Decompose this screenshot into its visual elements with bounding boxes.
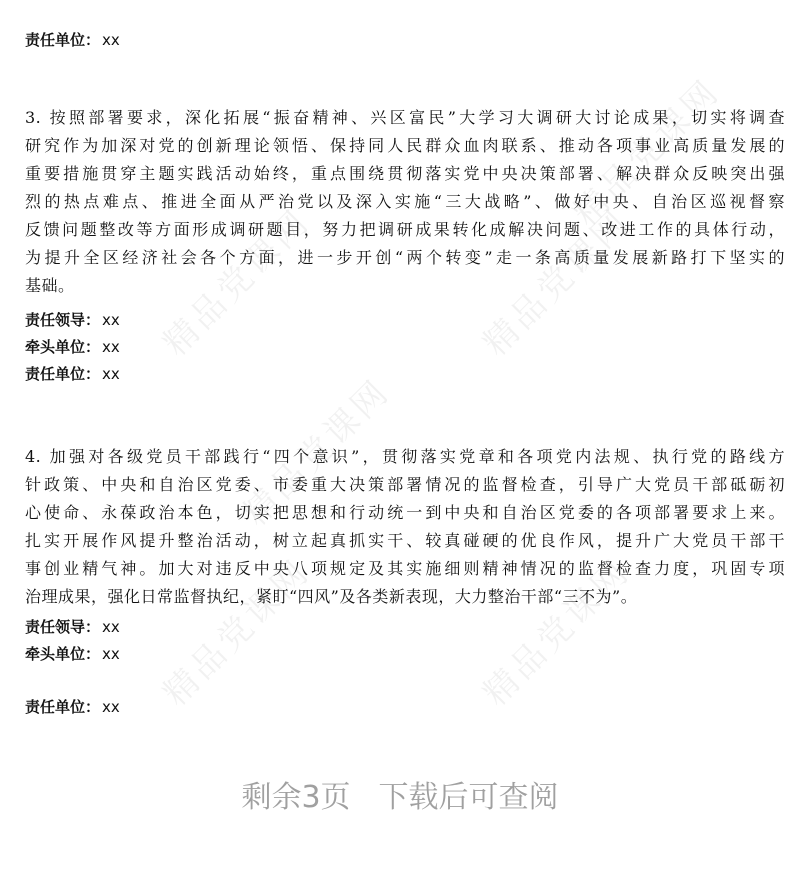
paragraph-line: 3. 按照部署要求，深化拓展“振奋精神、兴区富民”大学习大调研大讨论成果，切实将调查 xyxy=(25,108,785,127)
field-value: xx xyxy=(102,645,120,663)
field-label: 责任单位： xyxy=(25,365,101,383)
paragraph-line: 重要措施贯穿主题实践活动始终，重点围绕贯彻落实党中央决策部署、解决群众反映突出强 xyxy=(25,164,785,183)
field-lead-unit xyxy=(25,337,120,357)
watermark: 精品党课网 xyxy=(235,371,399,534)
paragraph-line: 基础。 xyxy=(25,276,75,295)
download-to-view-link[interactable]: 下载后可查阅 xyxy=(378,780,559,815)
paragraph-line: 针政策、中央和自治区党委、市委重大决策部署情况的监督检查，引导广大党员干部砥砺初 xyxy=(25,475,785,494)
watermark: 精品党课网 xyxy=(155,201,319,364)
field-lead-unit xyxy=(25,644,120,664)
remaining-pages-banner[interactable] xyxy=(0,778,800,818)
field-label: 责任单位： xyxy=(25,698,101,716)
field-value: xx xyxy=(102,31,120,49)
field-value: xx xyxy=(102,338,120,356)
field-label: 责任领导： xyxy=(25,311,101,329)
watermark: 精品党课网 xyxy=(475,201,639,364)
paragraph-line: 烈的热点难点、推进全面从严治党以及深入实施“三大战略”、做好中央、自治区巡视督察 xyxy=(25,192,785,211)
paragraph-line: 反馈问题整改等方面形成调研题目，努力把调研成果转化成解决问题、改进工作的具体行动， xyxy=(25,220,785,239)
field-value: xx xyxy=(102,365,120,383)
paragraph-line: 为提升全区经济社会各个方面，进一步开创“两个转变”走一条高质量发展新路打下坚实的 xyxy=(25,248,785,267)
field-label: 牵头单位： xyxy=(25,338,101,356)
field-value: xx xyxy=(102,311,120,329)
field-value: xx xyxy=(102,618,120,636)
field-label: 责任领导： xyxy=(25,618,101,636)
item-3-paragraph xyxy=(25,104,785,300)
watermark: 精品党课网 xyxy=(155,551,319,714)
field-responsible-leader xyxy=(25,310,120,330)
paragraph-line: 事创业精气神。加大对违反中央八项规定及其实施细则精神情况的监督检查力度，巩固专项 xyxy=(25,559,785,578)
paragraph-line: 4. 加强对各级党员干部践行“四个意识”，贯彻落实党章和各项党内法规、执行党的路线方 xyxy=(25,447,785,466)
paragraph-line: 治理成果，强化日常监督执纪，紧盯“四风”及各类新表现，大力整治干部“三不为”。 xyxy=(25,587,638,606)
field-value: xx xyxy=(102,698,120,716)
watermark: 精品党课网 xyxy=(565,71,729,234)
field-label: 牵头单位： xyxy=(25,645,101,663)
field-responsible-unit xyxy=(25,30,120,50)
paragraph-line: 扎实开展作风提升整治活动，树立起真抓实干、较真碰硬的优良作风，提升广大党员干部干 xyxy=(25,531,785,550)
field-responsible-unit xyxy=(25,697,120,717)
field-responsible-leader xyxy=(25,617,120,637)
field-responsible-unit xyxy=(25,364,120,384)
remaining-pages-text: 剩余3页 xyxy=(241,780,351,815)
item-4-paragraph xyxy=(25,443,785,611)
field-label: 责任单位： xyxy=(25,31,101,49)
paragraph-line: 研究作为加深对党的创新理论领悟、保持同人民群众血肉联系、推动各项事业高质量发展的 xyxy=(25,136,785,155)
paragraph-line: 心使命、永葆政治本色，切实把思想和行动统一到中央和自治区党委的各项部署要求上来。 xyxy=(25,503,785,522)
watermark: 精品党课网 xyxy=(475,551,639,714)
